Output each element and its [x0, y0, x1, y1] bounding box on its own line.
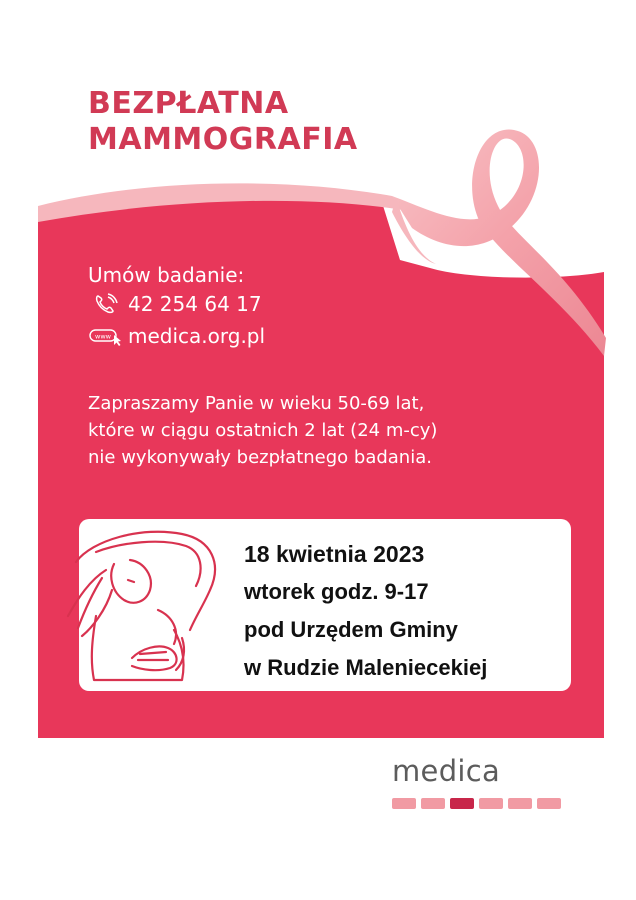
- logo-square: [421, 798, 445, 809]
- logo-square: [392, 798, 416, 809]
- woman-self-exam-illustration: [62, 520, 242, 692]
- logo-square: [508, 798, 532, 809]
- website-url: medica.org.pl: [128, 324, 266, 348]
- invite-line-3: nie wykonywały bezpłatnego badania.: [88, 447, 432, 468]
- event-place-line-2: w Rudzie Maleniecekiej: [244, 655, 488, 680]
- www-badge: www: [95, 332, 111, 341]
- invite-line-2: które w ciągu ostatnich 2 lat (24 m-cy): [88, 420, 438, 441]
- contact-block: [88, 262, 265, 352]
- event-date: 18 kwietnia 2023: [244, 541, 425, 567]
- logo-square: [479, 798, 503, 809]
- phone-icon: [88, 293, 124, 315]
- event-place-line-1: pod Urzędem Gminy: [244, 617, 458, 642]
- medica-logo-text: medica: [392, 754, 501, 788]
- invitation-text: [88, 390, 588, 471]
- title-line-1: BEZPŁATNA: [88, 86, 289, 121]
- logo-square: [450, 798, 474, 809]
- website-row[interactable]: [88, 320, 265, 352]
- contact-label: Umów badanie:: [88, 263, 245, 287]
- event-time: wtorek godz. 9-17: [244, 579, 429, 604]
- event-details: [244, 535, 487, 687]
- www-cursor-icon: [88, 326, 124, 346]
- phone-number: 42 254 64 17: [128, 292, 262, 316]
- phone-row[interactable]: [88, 288, 265, 320]
- medica-logo-squares: [392, 798, 561, 809]
- invite-line-1: Zapraszamy Panie w wieku 50-69 lat,: [88, 393, 425, 414]
- title-line-2: MAMMOGRAFIA: [88, 122, 358, 157]
- poster-title: [88, 86, 358, 158]
- logo-square: [537, 798, 561, 809]
